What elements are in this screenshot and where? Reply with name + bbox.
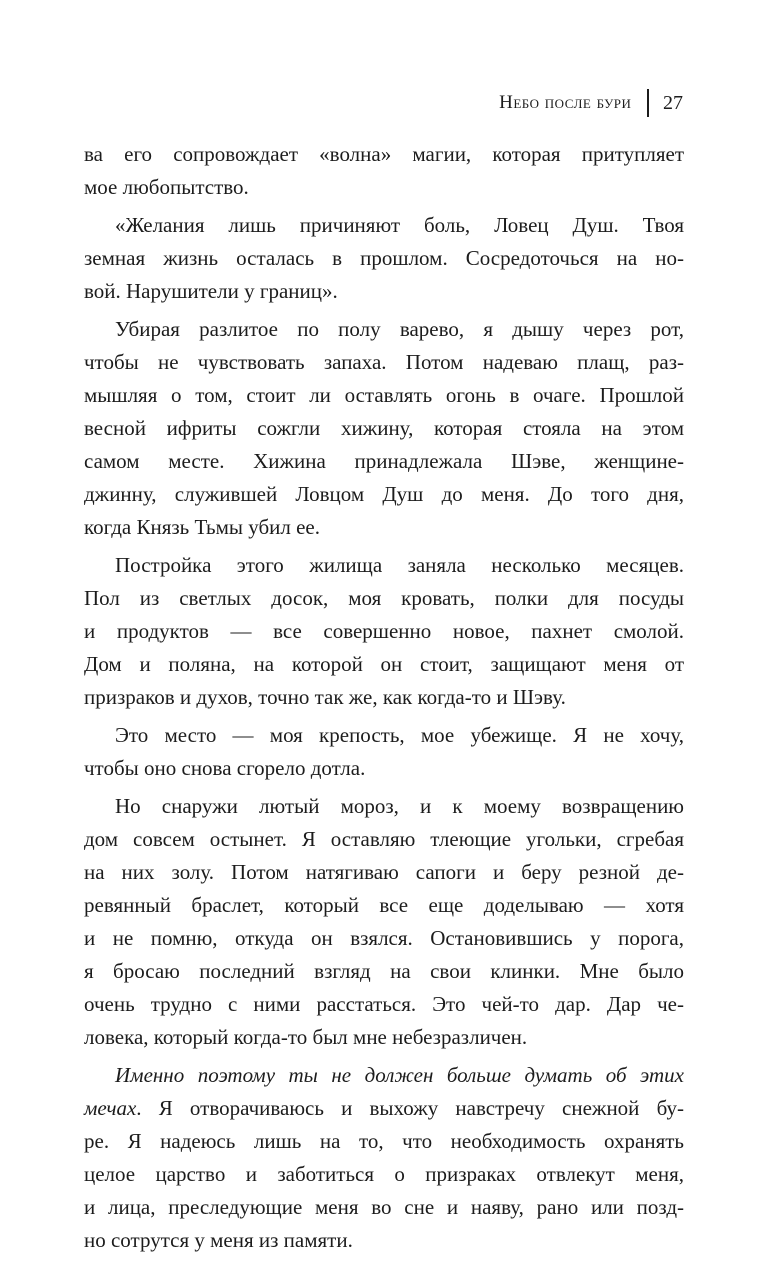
text-line: Дом и поляна, на которой он стоит, защищают меня от xyxy=(84,652,684,676)
text-line: Это место — моя крепость, мое убежище. Я не хочу, xyxy=(115,723,684,747)
text-line: когда Князь Тьмы убил ее. xyxy=(84,515,320,539)
text-line: Но снаружи лютый мороз, и к моему возвращению xyxy=(115,794,684,818)
text-line: самом месте. Хижина принадлежала Шэве, женщине- xyxy=(84,449,684,473)
text-line: Пол из светлых досок, моя кровать, полки для посуды xyxy=(84,586,684,610)
text-line: ловека, который когда-то был мне небезразличен. xyxy=(84,1025,528,1049)
text-line: я бросаю последний взгляд на свои клинки. Мне было xyxy=(84,959,684,983)
text-line: чтобы не чувствовать запаха. Потом надеваю плащ, раз- xyxy=(84,350,684,374)
text-line xyxy=(84,1092,684,1125)
text-line: чтобы оно снова сгорело дотла. xyxy=(84,756,366,780)
italic-text-line: Именно поэтому ты не должен больше думать об этих xyxy=(115,1063,684,1087)
text-line: ревянный браслет, который все еще доделываю — хотя xyxy=(84,893,684,917)
text-line: мое любопытство. xyxy=(84,175,249,199)
text-fragment: . Я отворачиваюсь и выхожу навстречу снежной xyxy=(136,1096,640,1120)
text-line: Постройка этого жилища заняла несколько месяцев. xyxy=(115,553,684,577)
paragraph-6 xyxy=(84,790,684,1054)
text-line: «Желания лишь причиняют боль, Ловец Душ. Твоя xyxy=(115,213,684,237)
text-fragment: бу- xyxy=(656,1096,684,1120)
text-line: ва его сопровождает «волна» магии, которая притупляет xyxy=(84,142,684,166)
running-title: Небо после бури xyxy=(499,92,632,113)
paragraph-5 xyxy=(84,719,684,785)
text-line: мышляя о том, стоит ли оставлять огонь в очаге. Прошлой xyxy=(84,383,684,407)
text-line: вой. Нарушители у границ». xyxy=(84,279,338,303)
text-line: очень трудно с ними расстаться. Это чей-то дар. Дар че- xyxy=(84,992,684,1016)
text-line: но сотрутся у меня из памяти. xyxy=(84,1228,353,1252)
header-divider xyxy=(647,89,649,117)
running-header xyxy=(0,88,683,118)
paragraph-3 xyxy=(84,313,684,544)
text-line: Убирая разлитое по полу варево, я дышу через рот, xyxy=(115,317,684,341)
text-line: целое царство и заботиться о призраках отвлекут меня, xyxy=(84,1162,684,1186)
text-line: и лица, преследующие меня во сне и наяву, рано или позд- xyxy=(84,1195,684,1219)
text-line: на них золу. Потом натягиваю сапоги и беру резной де- xyxy=(84,860,684,884)
text-line: и не помню, откуда он взялся. Остановившись у порога, xyxy=(84,926,684,950)
italic-word: мечах xyxy=(84,1096,137,1120)
page-number: 27 xyxy=(663,91,683,114)
text-line: дом совсем остынет. Я оставляю тлеющие угольки, сгребая xyxy=(84,827,684,851)
text-line: призраков и духов, точно так же, как когда-то и Шэву. xyxy=(84,685,566,709)
body-text xyxy=(84,138,684,1262)
paragraph-1 xyxy=(84,138,684,204)
text-line: ре. Я надеюсь лишь на то, что необходимость охранять xyxy=(84,1129,684,1153)
text-line: джинну, служившей Ловцом Душ до меня. До того дня, xyxy=(84,482,684,506)
paragraph-4 xyxy=(84,549,684,714)
paragraph-7 xyxy=(84,1059,684,1257)
text-line: земная жизнь осталась в прошлом. Сосредоточься на но- xyxy=(84,246,684,270)
paragraph-2 xyxy=(84,209,684,308)
text-line: и продуктов — все совершенно новое, пахнет смолой. xyxy=(84,619,684,643)
text-line: весной ифриты сожгли хижину, которая стояла на этом xyxy=(84,416,684,440)
